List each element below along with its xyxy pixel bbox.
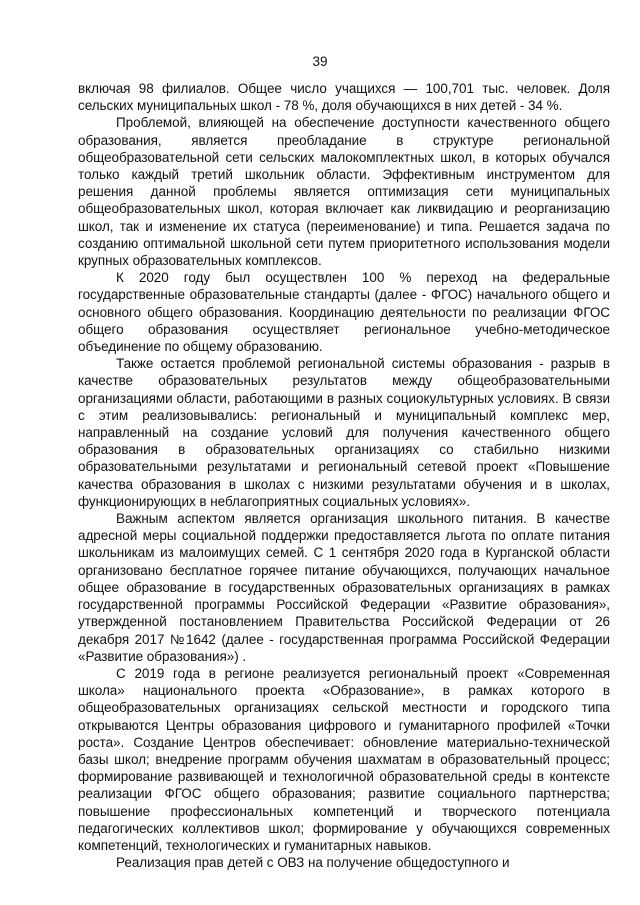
paragraph-2: Проблемой, влияющей на обеспечение доступности качественного общего образования, является преобладание в структуре региональной общеобразовательной сети сельских малокомплектных школ, в которых обучался только каждый третий школьник области. Эффективным инструментом для решения данной проблемы является оптимизация сети муниципальных общеобразовательных школ, которая включает как ликвидацию и реорганизацию школ, так и изменение их статуса (переименование) и типа. Решается задача по созданию оптимальной школьной сети путем приоритетного использования модели крупных образовательных комплексов. — [78, 115, 610, 269]
paragraph-3: К 2020 году был осуществлен 100 % переход на федеральные государственные образовательные стандарты (далее - ФГОС) начального общего и основного общего образования. Координацию деятельности по реализации ФГОС общего образования осуществляет региональное учебно-методическое объединение по общему образованию. — [78, 270, 610, 355]
paragraph-5: Важным аспектом является организация школьного питания. В качестве адресной меры социальной поддержки предоставляется льгота по оплате питания школьникам из малоимущих семей. С 1 сентября 2020 года в Курганской области организовано бесплатное горячее питание обучающихся, получающих начальное общее образование в государственных образовательных организациях в рамках государственной программы Российской Федерации «Развитие образования», утвержденной постановлением Правительства Российской Федерации от 26 декабря 2017 №1642 (далее - государственная программа Российской Федерации «Развитие образования») . — [78, 511, 610, 664]
page-number: 39 — [312, 54, 328, 69]
paragraph-4: Также остается проблемой региональной системы образования - разрыв в качестве образовательных результатов между общеобразовательными организациями области, работающими в разных социокультурных условиях. В связи с этим реализовывались: региональный и муниципальный комплекс мер, направленный на создание условий для получения качественного общего образования в образовательных организациях со стабильно низкими образовательными результатами и региональный сетевой проект «Повышение качества образования в школах с низкими результатами обучения и в школах, функционирующих в неблагоприятных социальных условиях». — [78, 356, 610, 509]
document-body — [78, 80, 610, 871]
paragraph-1: включая 98 филиалов. Общее число учащихся — 100,701 тыс. человек. Доля сельских муниципальных школ - 78 %, доля обучающихся в них детей - 34 %. — [78, 81, 610, 114]
paragraph-7: Реализация прав детей с ОВЗ на получение общедоступного и — [116, 855, 510, 871]
paragraph-6: С 2019 года в регионе реализуется региональный проект «Современная школа» национального проекта «Образование», в рамках которого в общеобразовательных организациях сельской местности и городского типа открываются Центры образования цифрового и гуманитарного профилей «Точки роста». Создание Центров обеспечивает: обновление материально-технической базы школ; внедрение программ обучения шахматам в образовательный процесс; формирование развивающей и технологичной образовательной среды в контексте реализации ФГОС общего образования; развитие социального партнерства; повышение профессиональных компетенций и творческого потенциала педагогических коллективов школ; формирование у обучающихся современных компетенций, технологических и гуманитарных навыков. — [78, 665, 610, 853]
